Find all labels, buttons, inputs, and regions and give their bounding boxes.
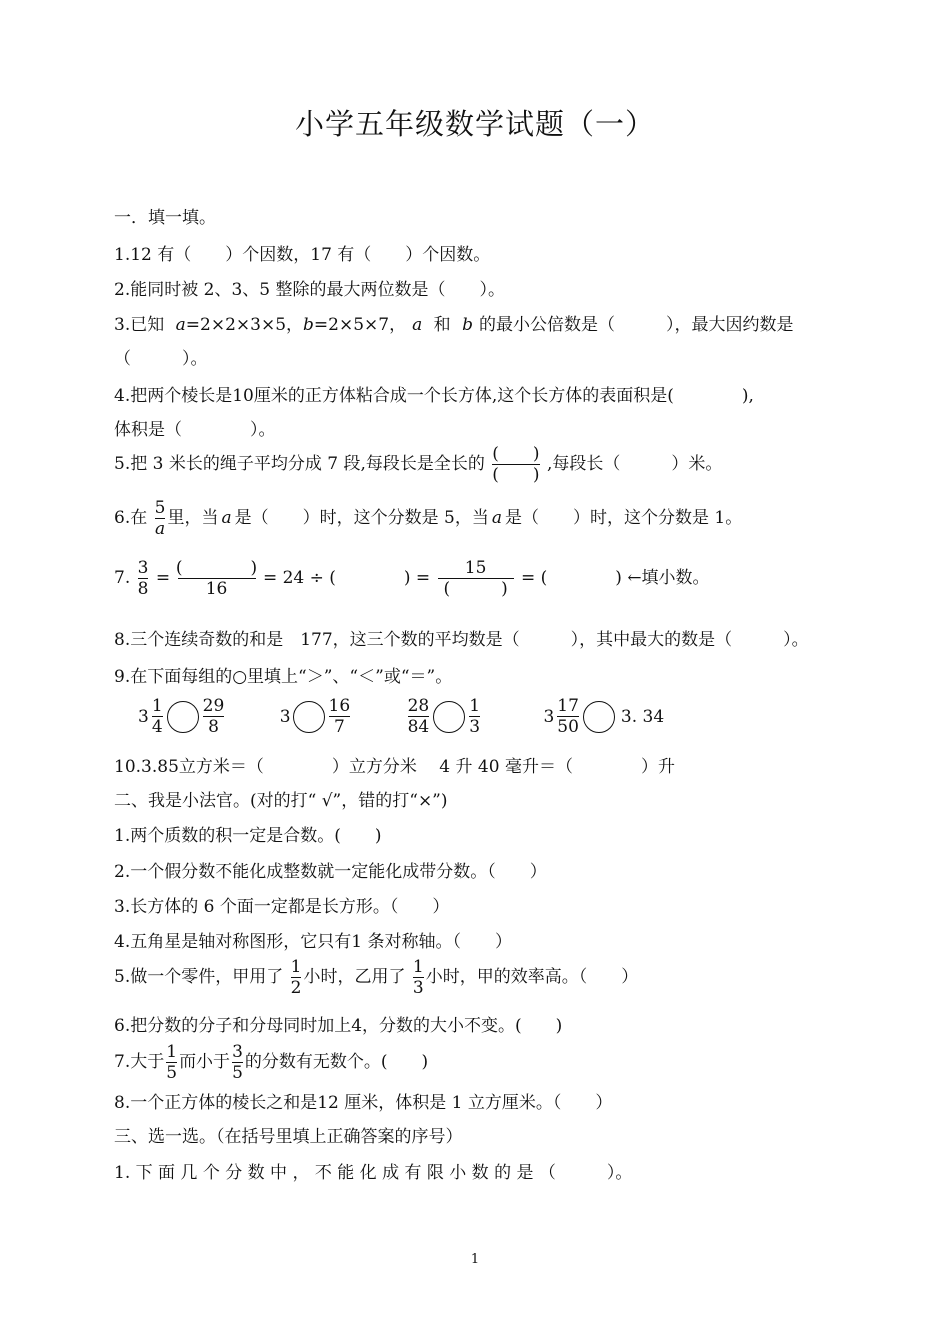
compare-group-3 (406, 696, 482, 737)
fraction-numerator: 1 (290, 957, 302, 977)
fraction (203, 696, 225, 737)
q5-fraction-1 (291, 957, 302, 998)
s1-question-2: 2.能同时被 2、3、5 整除的最大两位数是（ ）。 (114, 280, 505, 300)
s2-question-5 (114, 957, 638, 998)
fraction-numerator: 1 (166, 1042, 178, 1062)
page-number: 1 (470, 1252, 480, 1267)
fraction (557, 696, 579, 737)
fraction-numerator: 16 (328, 696, 351, 716)
q3-text: 的最小公倍数是（ ），最大因约数是 (478, 315, 794, 335)
q5-text: 小时，乙用了 (303, 967, 406, 987)
decimal-value: 3. 34 (620, 706, 665, 727)
q6-text: 里，当 (167, 508, 219, 528)
q3-var-b: b (462, 315, 473, 335)
page-title: 小学五年级数学试题（一） (294, 107, 655, 141)
fraction-denominator: 2 (290, 978, 302, 998)
q7-text: 7. (114, 568, 131, 588)
s3-question-1: 1. 下 面 几 个 分 数 中 ， 不 能 化 成 有 限 小 数 的 是 （ ）。 (114, 1163, 633, 1183)
q6-var-a: a (491, 508, 502, 528)
fraction-denominator: 8 (208, 717, 219, 737)
fraction (329, 696, 351, 737)
s1-question-3-cont: （ ）。 (114, 349, 208, 369)
fraction-denominator: a (154, 519, 166, 539)
q6-text: 6.在 (114, 508, 148, 528)
compare-group-4 (543, 696, 664, 737)
whole-number: 3 (543, 706, 555, 727)
fraction-numerator: 3 (232, 1042, 243, 1062)
whole-number: 3 (279, 706, 291, 727)
q6-var-a: a (221, 508, 232, 528)
s2-question-6: 6.把分数的分子和分母同时加上4，分数的大小不变。( ) (114, 1016, 563, 1036)
s2-question-7 (114, 1042, 428, 1083)
fraction-numerator: 1 (469, 696, 481, 716)
q5-text: ,每段长（ ）米。 (546, 454, 723, 474)
s2-question-1: 1.两个质数的积一定是合数。( ) (114, 826, 382, 846)
q5-fraction (492, 444, 539, 485)
s2-question-8: 8.一个正方体的棱长之和是12 厘米，体积是 1 立方厘米。（ ） (114, 1093, 613, 1113)
fraction (469, 696, 480, 737)
fraction-denominator: 8 (137, 579, 149, 599)
fraction-numerator: 5 (154, 498, 166, 518)
s1-question-6 (114, 498, 742, 539)
whole-number: 3 (138, 706, 149, 727)
s1-question-8: 8.三个连续奇数的和是 177，这三个数的平均数是（ ），其中最大的数是（ ）。 (114, 630, 809, 650)
compare-circle[interactable] (433, 701, 465, 733)
s1-question-4: 4.把两个棱长是10厘米的正方体粘合成一个长方体,这个长方体的表面积是( ), (114, 386, 754, 406)
compare-circle[interactable] (293, 701, 325, 733)
q3-var-a: a (175, 315, 186, 335)
q7-fraction-1 (166, 1042, 177, 1083)
fraction-numerator: 29 (202, 696, 225, 716)
fraction-numerator: 28 (407, 696, 430, 716)
fraction-denominator: 84 (407, 717, 430, 737)
fraction-numerator: 1 (412, 957, 424, 977)
s1-question-1: 1.12 有（ ）个因数，17 有（ ）个因数。 (114, 245, 491, 265)
q7-fraction-1 (138, 558, 149, 599)
fraction-numerator: 17 (557, 696, 579, 716)
fraction-denominator: 5 (166, 1063, 178, 1083)
s2-question-2: 2.一个假分数不能化成整数就一定能化成带分数。（ ） (114, 862, 547, 882)
fraction (408, 696, 430, 737)
q6-fraction (155, 498, 166, 539)
q6-text: 是（ ）时，这个分数是 5，当 (234, 508, 489, 528)
q6-text: 是（ ）时，这个分数是 1。 (504, 508, 743, 528)
fraction (152, 696, 163, 737)
q7-fraction-3 (438, 558, 514, 599)
fraction-numerator: ( ) (492, 444, 540, 464)
compare-circle[interactable] (583, 701, 615, 733)
q5-text: 小时，甲的效率高。（ ） (425, 967, 639, 987)
compare-circle[interactable] (167, 701, 199, 733)
q7-text: = (155, 568, 171, 588)
q3-text: 3.已知 (114, 315, 165, 335)
q7-text: 的分数有无数个。( ) (244, 1052, 429, 1072)
s1-question-9-items (138, 696, 664, 737)
fraction-denominator: 7 (333, 717, 345, 737)
s1-question-5 (114, 444, 722, 485)
fraction-denominator: 50 (557, 717, 579, 737)
q3-text: =2×2×3×5， (185, 315, 304, 335)
s1-question-10: 10.3.85立方米＝（ ）立方分米 4 升 40 毫升＝（ ）升 (114, 757, 675, 777)
section2-heading: 二、我是小法官。(对的打“ √”，错的打“×”) (114, 791, 448, 811)
q3-var-a: a (412, 315, 423, 335)
fraction-denominator: 3 (412, 978, 424, 998)
fraction-numerator: 3 (137, 558, 149, 578)
q5-text: 5.把 3 米长的绳子平均分成 7 段,每段长是全长的 (114, 454, 485, 474)
fraction-denominator: 4 (151, 717, 163, 737)
s1-question-7 (114, 558, 710, 599)
section3-heading: 三、选一选。（在括号里填上正确答案的序号） (114, 1127, 463, 1147)
q3-text: =2×5×7， (313, 315, 407, 335)
q7-text: = 24 ÷ ( ) = (262, 568, 431, 588)
s2-question-4: 4.五角星是轴对称图形，它只有1 条对称轴。（ ） (114, 932, 512, 952)
q7-fraction-2 (175, 558, 258, 599)
fraction-denominator: ( ) (492, 465, 540, 485)
q7-text: = ( ) ←填小数。 (521, 568, 710, 588)
fraction-numerator: 1 (151, 696, 163, 716)
compare-group-1 (138, 696, 226, 737)
fraction-denominator: ( ) (443, 579, 508, 599)
fraction-denominator: 16 (205, 579, 228, 599)
q3-var-b: b (303, 315, 314, 335)
fraction-numerator: 15 (464, 558, 487, 578)
section1-heading: 一．填一填。 (114, 208, 216, 228)
fraction-denominator: 5 (232, 1063, 243, 1083)
fraction-denominator: 3 (469, 717, 481, 737)
s1-question-3 (114, 313, 793, 337)
q3-text: 和 (433, 315, 451, 335)
q5-text: 5.做一个零件，甲用了 (114, 967, 284, 987)
q7-fraction-2 (232, 1042, 243, 1083)
s2-question-3: 3.长方体的 6 个面一定都是长方形。（ ） (114, 897, 450, 917)
s1-question-4-cont: 体积是（ ）。 (114, 420, 276, 440)
q7-text: 而小于 (179, 1052, 231, 1072)
compare-group-2 (280, 696, 352, 737)
fraction-numerator: ( ) (175, 558, 258, 578)
q5-fraction-2 (413, 957, 424, 998)
s1-question-9: 9.在下面每组的○里填上“＞”、“＜”或“＝”。 (114, 667, 453, 687)
q7-text: 7.大于 (114, 1052, 165, 1072)
